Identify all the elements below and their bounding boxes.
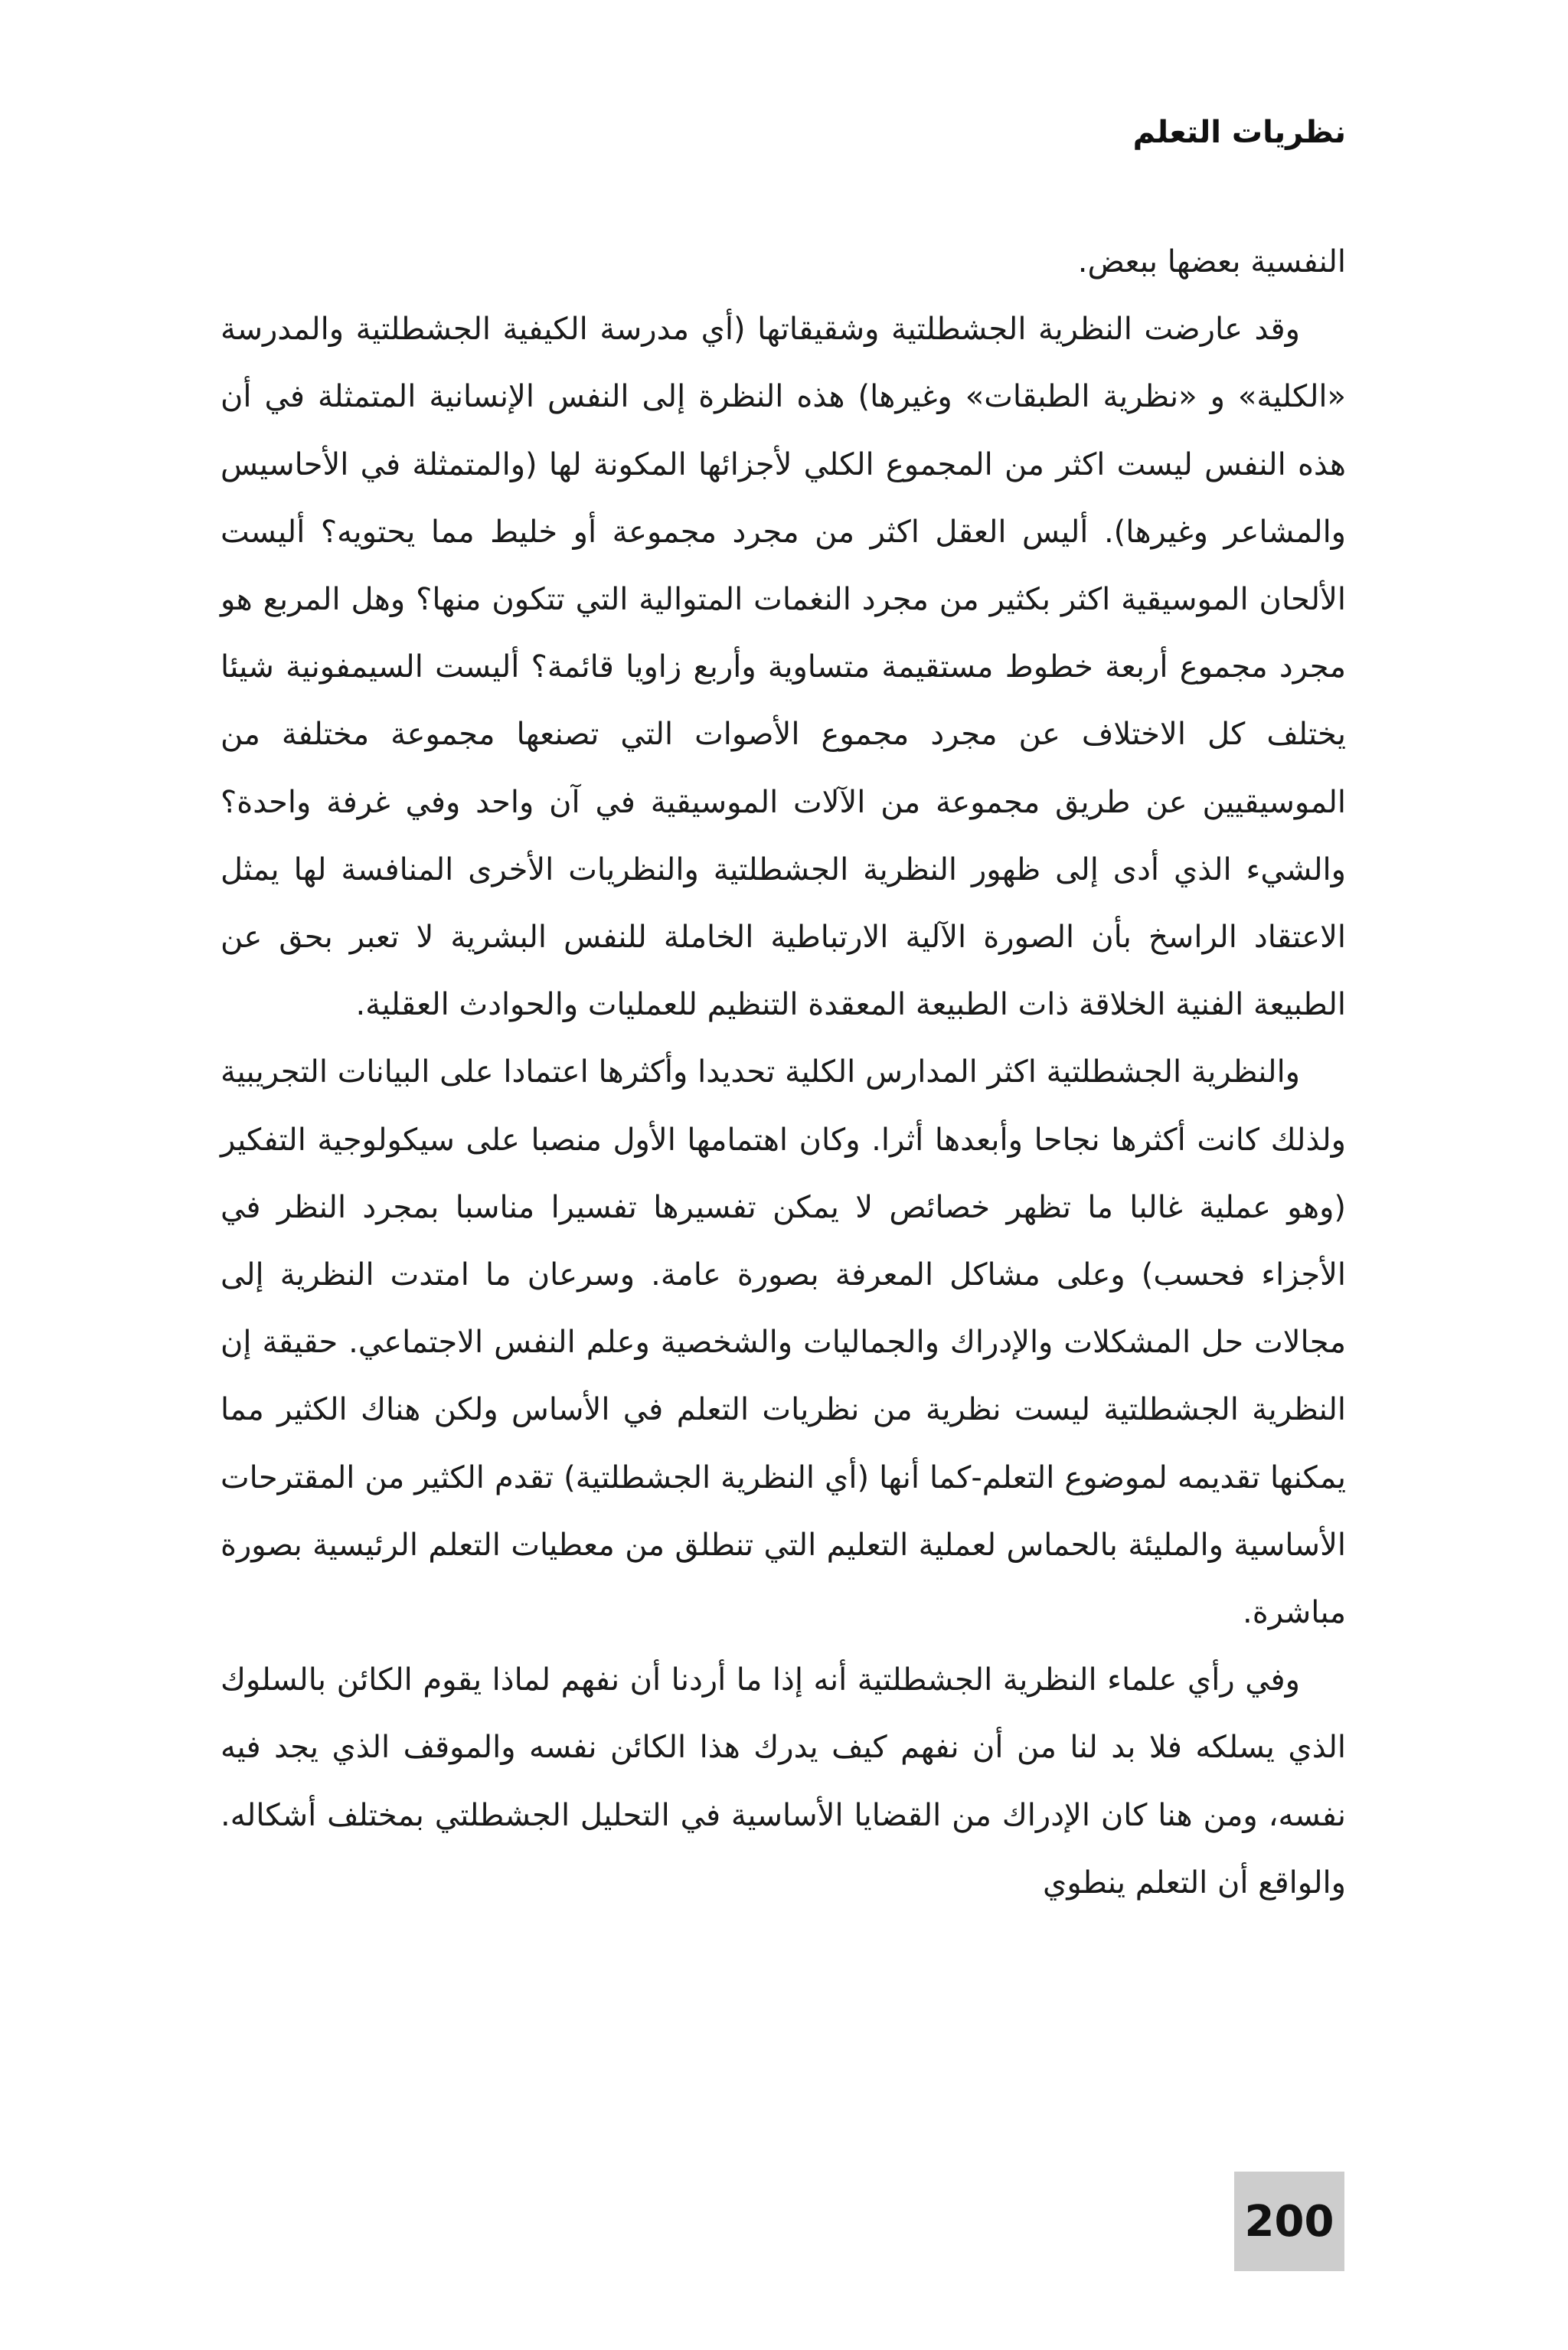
paragraph-continuation: النفسية بعضها ببعض. bbox=[1077, 244, 1346, 279]
body-text bbox=[220, 228, 1346, 2165]
page-number: 200 bbox=[1244, 2196, 1334, 2247]
paragraph-gestalt-opposition: وقد عارضت النظرية الجشطلتية وشقيقاتها (أي مدرسة الكيفية الجشطلتية والمدرسة «الكلية» و «نظرية الطبقات» وغيرها) هذه النظرة إلى النفس الإنسانية المتمثلة في أن هذه النفس ليست اكثر من المجموع الكلي لأجزائها المكونة لها (والمتمثلة في الأحاسيس والمشاعر وغيرها). أليس العقل اكثر من مجرد مجموعة أو خليط مما يحتويه؟ أليست الألحان الموسيقية اكثر بكثير من مجرد النغمات المتوالية التي تتكون منها؟ وهل المربع هو مجرد مجموع أربعة خطوط مستقيمة متساوية وأربع زاويا قائمة؟ أليست السيمفونية شيئا يختلف كل الاختلاف عن مجرد مجموع الأصوات التي تصنعها مجموعة مختلفة من الموسيقيين عن طريق مجموعة من الآلات الموسيقية في آن واحد وفي غرفة واحدة؟ والشيء الذي أدى إلى ظهور النظرية الجشطلتية والنظريات الأخرى المنافسة لها يمثل الاعتقاد الراسخ بأن الصورة الآلية الارتباطية الخاملة للنفس البشرية لا تعبر بحق عن الطبيعة الفنية الخلاقة ذات الطبيعة المعقدة التنظيم للعمليات والحوادث العقلية. bbox=[220, 312, 1346, 1023]
paragraph-gestalt-perception: وفي رأي علماء النظرية الجشطلتية أنه إذا ما أردنا أن نفهم لماذا يقوم الكائن بالسلوك الذي يسلكه فلا بد لنا من أن نفهم كيف يدرك هذا الكائن نفسه والموقف الذي يجد فيه نفسه، ومن هنا كان الإدراك من القضايا الأساسية في التحليل الجشطلتي بمختلف أشكاله. والواقع أن التعلم ينطوي bbox=[220, 1662, 1346, 1901]
page-number-box bbox=[1234, 2172, 1344, 2271]
running-header-title: نظريات التعلم bbox=[1132, 115, 1346, 150]
paragraph-gestalt-holistic-schools: والنظرية الجشطلتية اكثر المدارس الكلية تحديدا وأكثرها اعتمادا على البيانات التجريبية ولذلك كانت أكثرها نجاحا وأبعدها أثرا. وكان اهتمامها الأول منصبا على سيكولوجية التفكير (وهو عملية غالبا ما تظهر خصائص لا يمكن تفسيرها تفسيرا مناسبا بمجرد النظر في الأجزاء فحسب) وعلى مشاكل المعرفة بصورة عامة. وسرعان ما امتدت النظرية إلى مجالات حل المشكلات والإدراك والجماليات والشخصية وعلم النفس الاجتماعي. حقيقة إن النظرية الجشطلتية ليست نظرية من نظريات التعلم في الأساس ولكن هناك الكثير مما يمكنها تقديمه لموضوع التعلم-كما أنها (أي النظرية الجشطلتية) تقدم الكثير من المقترحات الأساسية والمليئة بالحماس لعملية التعليم التي تنطلق من معطيات التعلم الرئيسية بصورة مباشرة. bbox=[220, 1054, 1346, 1631]
